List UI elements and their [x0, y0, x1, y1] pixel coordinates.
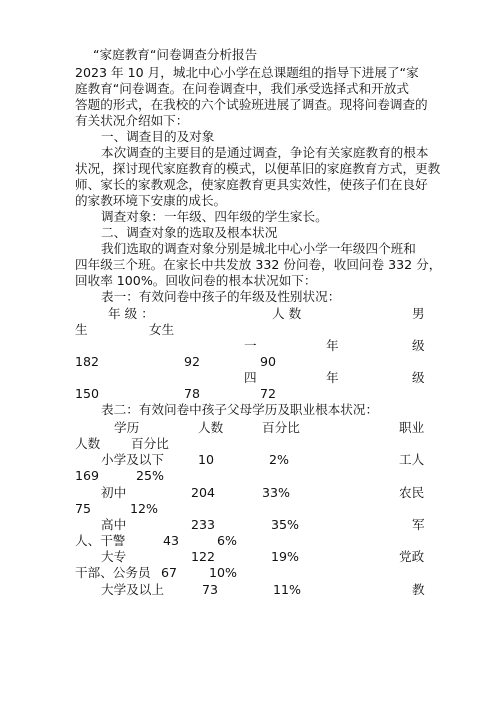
table-1-header-male: 男	[412, 306, 425, 321]
table-1-row-2-grade-b: 年	[326, 370, 339, 385]
table-2-row-1-count: 10	[198, 452, 215, 467]
section-1-line-3: 师、家长的家教观念，使家庭教育更具实效性，使孩子们在良好	[75, 177, 428, 192]
table-2-header-pct-2: 百分比	[131, 436, 169, 451]
table-1-row-2-girls: 72	[260, 386, 277, 401]
table-1-caption: 表一：有效问卷中孩子的年级及性别状况：	[101, 289, 341, 304]
intro-line-4: 有关状况介绍如下：	[75, 113, 189, 128]
table-2-row-3-job-cont: 人、干警	[75, 533, 126, 548]
section-1-line-1: 本次调查的主要目的是通过调查，争论有关家庭教育的根本	[101, 145, 429, 160]
table-2-row-3-edu: 高中	[101, 517, 127, 532]
table-2-row-3-pct: 35%	[271, 517, 299, 532]
table-2-row-2-edu: 初中	[101, 485, 127, 500]
table-2-row-4-job-cont: 干部、公务员	[75, 565, 151, 580]
section-2-line-2: 四年级三个班。在家长中共发放 332 份问卷，收回问卷 332 分，	[75, 257, 442, 272]
table-1-header-grade: 年 级 ：	[108, 306, 154, 321]
table-1-row-2-total: 150	[75, 386, 100, 401]
table-1-row-1-girls: 90	[260, 354, 277, 369]
intro-line-2: 庭教育“问卷调查。在问卷调查中，我们承受选择式和开放式	[75, 81, 409, 96]
table-2-header-job: 职业	[399, 420, 425, 435]
table-2-row-3-count: 233	[191, 517, 216, 532]
section-1-line-4: 的家教环境下安康的成长。	[75, 193, 227, 208]
section-2-line-3: 回收率 100%。回收问卷的根本状况如下：	[75, 273, 317, 288]
table-2-row-3-job: 军	[412, 517, 425, 532]
table-2-row-2-pct: 33%	[262, 485, 290, 500]
table-1-row-1-total: 182	[75, 354, 100, 369]
intro-line-3: 答题的形式，在我校的六个试验班进展了调查。现将问卷调查的	[75, 97, 428, 112]
table-2-row-1-pct: 2%	[269, 452, 289, 467]
table-2-row-5-count: 73	[202, 582, 219, 597]
document-title: “家庭教育“问卷调查分析报告	[93, 47, 258, 62]
table-1-row-2-grade: 四	[244, 370, 257, 385]
table-1-row-1-grade: 一	[244, 338, 257, 353]
table-2-row-2-pct-2: 12%	[130, 501, 158, 516]
table-2-row-1-job: 工人	[399, 452, 425, 467]
table-1-row-1-boys: 92	[184, 354, 201, 369]
table-1-row-2-boys: 78	[184, 386, 201, 401]
table-2-row-3-count-2: 43	[163, 533, 180, 548]
section-1-heading: 一、调查目的及对象	[101, 129, 215, 144]
table-2-row-4-job: 党政	[399, 549, 425, 564]
table-2-row-4-edu: 大专	[101, 549, 127, 564]
section-2-heading: 二、调查对象的选取及根本状况	[101, 225, 278, 240]
table-2-row-4-pct: 19%	[271, 549, 299, 564]
table-2-row-4-count: 122	[191, 549, 216, 564]
table-2-row-1-pct-2: 25%	[136, 468, 164, 483]
section-2-line-1: 我们选取的调查对象分别是城北中心小学一年级四个班和	[101, 241, 416, 256]
table-2-caption: 表二：有效问卷中孩子父母学历及职业根本状况：	[101, 402, 379, 417]
table-2-header-count: 人数	[198, 420, 224, 435]
table-2-header-edu: 学历	[114, 420, 140, 435]
table-2-row-1-count-2: 169	[75, 468, 100, 483]
table-1-header-male-cont: 生	[75, 322, 88, 337]
table-2-row-4-pct-2: 10%	[209, 565, 237, 580]
section-1-line-2: 状况，探讨现代家庭教育的模式，以便革旧的家庭教育方式，更教	[75, 161, 441, 176]
table-2-row-2-job: 农民	[399, 485, 425, 500]
table-2-row-3-pct-2: 6%	[217, 533, 237, 548]
table-2-header-count-2: 人数	[75, 436, 101, 451]
table-1-header-female: 女生	[149, 322, 175, 337]
table-2-header-pct: 百分比	[262, 420, 300, 435]
table-2-row-2-count: 204	[191, 485, 216, 500]
table-2-row-5-pct: 11%	[273, 582, 301, 597]
intro-line-1: 2023 年 10 月，城北中心小学在总课题组的指导下进展了“家	[75, 65, 419, 80]
table-1-row-1-grade-c: 级	[412, 338, 425, 353]
table-2-row-1-edu: 小学及以下	[101, 452, 164, 467]
table-2-row-2-count-2: 75	[75, 501, 92, 516]
table-1-header-count: 人 数	[272, 306, 302, 321]
table-1-row-1-grade-b: 年	[326, 338, 339, 353]
survey-target: 调查对象：一年级、四年级的学生家长。	[101, 209, 328, 224]
table-2-row-4-count-2: 67	[161, 565, 178, 580]
table-2-row-5-job: 教	[412, 582, 425, 597]
table-2-row-5-edu: 大学及以上	[101, 582, 164, 597]
table-1-row-2-grade-c: 级	[412, 370, 425, 385]
